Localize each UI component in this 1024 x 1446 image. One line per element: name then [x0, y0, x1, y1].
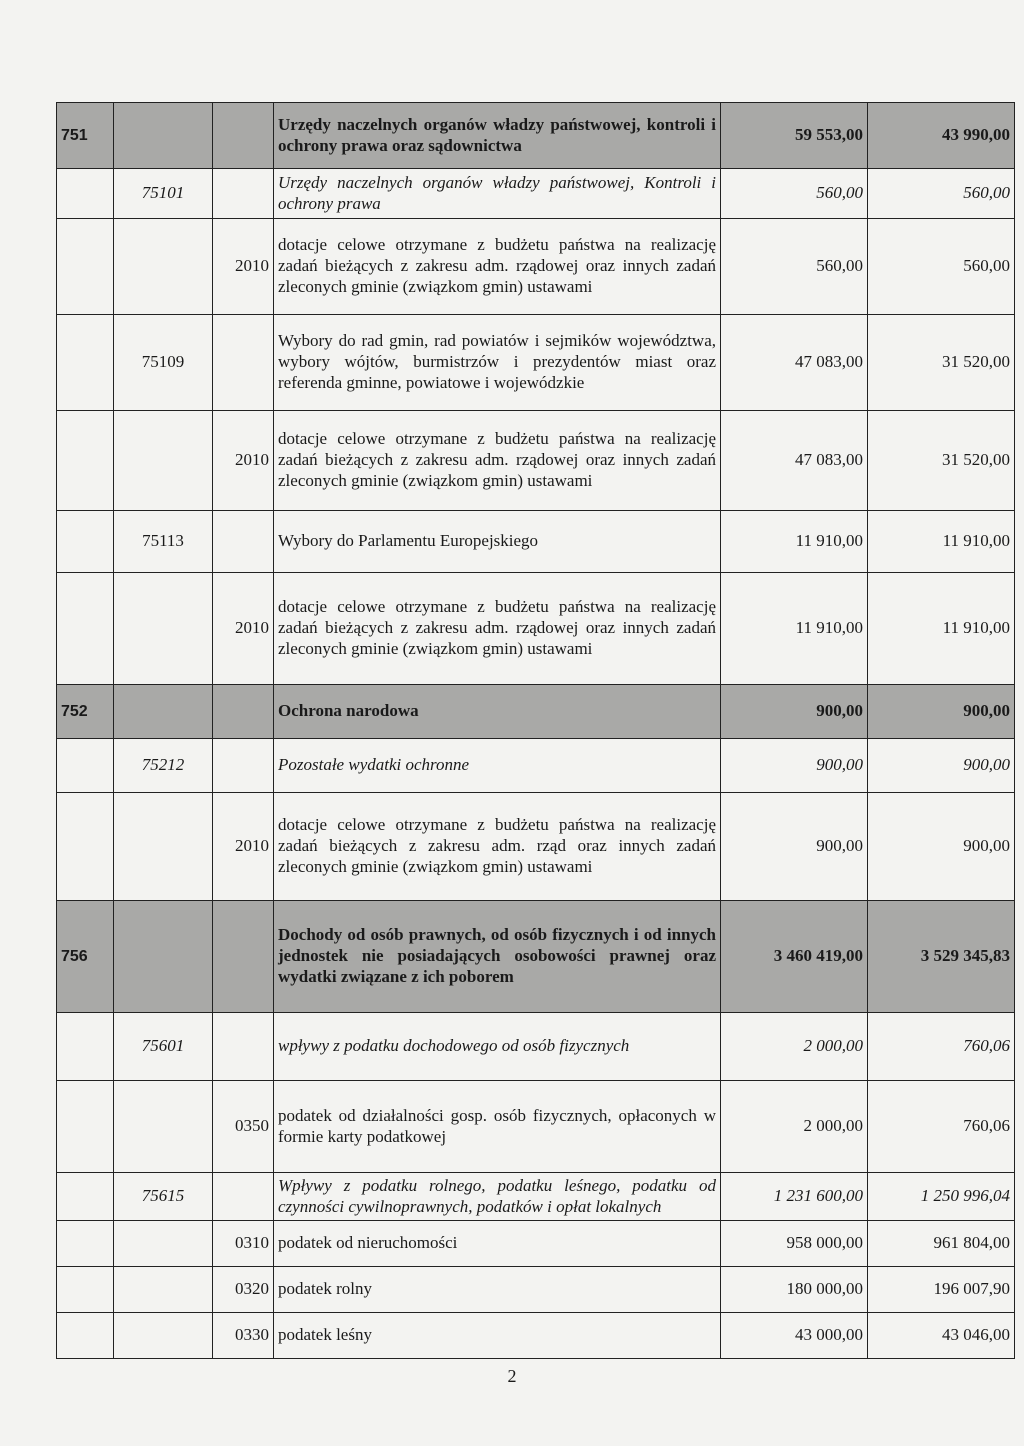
executed-amount-cell: 31 520,00 — [868, 411, 1015, 511]
executed-amount-cell: 760,06 — [868, 1013, 1015, 1081]
rozdzial-cell — [114, 1081, 213, 1173]
dzial-cell: 752 — [57, 685, 114, 739]
rozdzial-cell: 75113 — [114, 511, 213, 573]
paragraf-cell: 2010 — [213, 411, 274, 511]
rozdzial-cell: 75601 — [114, 1013, 213, 1081]
paragraf-cell: 0310 — [213, 1221, 274, 1267]
description-cell: Wybory do rad gmin, rad powiatów i sejmików województwa, wybory wójtów, burmistrzów i prezydentów miast oraz referenda gminne, powiatowe i wojewódzkie — [274, 315, 721, 411]
rozdzial-cell: 75101 — [114, 169, 213, 219]
rozdzial-cell — [114, 1267, 213, 1313]
table-row-paragraf-0350 — [57, 1081, 1015, 1173]
executed-amount-cell: 760,06 — [868, 1081, 1015, 1173]
rozdzial-cell — [114, 103, 213, 169]
dzial-cell — [57, 219, 114, 315]
paragraf-cell — [213, 315, 274, 411]
description-cell: wpływy z podatku dochodowego od osób fizycznych — [274, 1013, 721, 1081]
table-row-rozdzial-75601 — [57, 1013, 1015, 1081]
plan-amount-cell: 900,00 — [721, 685, 868, 739]
rozdzial-cell — [114, 685, 213, 739]
rozdzial-cell: 75615 — [114, 1173, 213, 1221]
description-cell: dotacje celowe otrzymane z budżetu państwa na realizację zadań bieżących z zakresu adm. rządowej oraz innych zadań zleconych gminie (związkom gmin) ustawami — [274, 411, 721, 511]
executed-amount-cell: 560,00 — [868, 219, 1015, 315]
paragraf-cell: 2010 — [213, 219, 274, 315]
dzial-cell — [57, 315, 114, 411]
table-row-dzial-751 — [57, 103, 1015, 169]
description-cell: Dochody od osób prawnych, od osób fizycznych i od innych jednostek nie posiadających osobowości prawnej oraz wydatki związane z ich poborem — [274, 901, 721, 1013]
description-cell: dotacje celowe otrzymane z budżetu państwa na realizację zadań bieżących z zakresu adm. rząd oraz innych zadań zleconych gminie (związkom gmin) ustawami — [274, 793, 721, 901]
paragraf-cell — [213, 901, 274, 1013]
page-number: 2 — [507, 1366, 517, 1386]
description-cell: Wpływy z podatku rolnego, podatku leśnego, podatku od czynności cywilnoprawnych, podatków i opłat lokalnych — [274, 1173, 721, 1221]
paragraf-cell: 0350 — [213, 1081, 274, 1173]
paragraf-cell: 2010 — [213, 793, 274, 901]
description-cell: Urzędy naczelnych organów władzy państwowej, Kontroli i ochrony prawa — [274, 169, 721, 219]
plan-amount-cell: 180 000,00 — [721, 1267, 868, 1313]
description-cell: dotacje celowe otrzymane z budżetu państwa na realizację zadań bieżących z zakresu adm. rządowej oraz innych zadań zleconych gminie (związkom gmin) ustawami — [274, 573, 721, 685]
description-cell: Ochrona narodowa — [274, 685, 721, 739]
dzial-cell — [57, 1313, 114, 1359]
table-row-dzial-752 — [57, 685, 1015, 739]
dzial-cell — [57, 1173, 114, 1221]
description-cell: dotacje celowe otrzymane z budżetu państwa na realizację zadań bieżących z zakresu adm. rządowej oraz innych zadań zleconych gminie (związkom gmin) ustawami — [274, 219, 721, 315]
executed-amount-cell: 900,00 — [868, 685, 1015, 739]
executed-amount-cell: 900,00 — [868, 739, 1015, 793]
plan-amount-cell: 43 000,00 — [721, 1313, 868, 1359]
executed-amount-cell: 3 529 345,83 — [868, 901, 1015, 1013]
executed-amount-cell: 11 910,00 — [868, 511, 1015, 573]
dzial-cell — [57, 411, 114, 511]
plan-amount-cell: 900,00 — [721, 739, 868, 793]
table-row-paragraf-2010 — [57, 411, 1015, 511]
dzial-cell — [57, 739, 114, 793]
table-row-paragraf-2010 — [57, 573, 1015, 685]
description-cell: podatek od działalności gosp. osób fizycznych, opłaconych w formie karty podatkowej — [274, 1081, 721, 1173]
executed-amount-cell: 43 990,00 — [868, 103, 1015, 169]
plan-amount-cell: 59 553,00 — [721, 103, 868, 169]
executed-amount-cell: 961 804,00 — [868, 1221, 1015, 1267]
rozdzial-cell — [114, 793, 213, 901]
executed-amount-cell: 900,00 — [868, 793, 1015, 901]
plan-amount-cell: 560,00 — [721, 219, 868, 315]
plan-amount-cell: 958 000,00 — [721, 1221, 868, 1267]
table-row-paragraf-2010 — [57, 219, 1015, 315]
executed-amount-cell: 196 007,90 — [868, 1267, 1015, 1313]
rozdzial-cell — [114, 573, 213, 685]
dzial-cell — [57, 573, 114, 685]
description-cell: podatek od nieruchomości — [274, 1221, 721, 1267]
plan-amount-cell: 1 231 600,00 — [721, 1173, 868, 1221]
dzial-cell — [57, 793, 114, 901]
executed-amount-cell: 11 910,00 — [868, 573, 1015, 685]
dzial-cell — [57, 511, 114, 573]
plan-amount-cell: 900,00 — [721, 793, 868, 901]
paragraf-cell — [213, 1013, 274, 1081]
rozdzial-cell — [114, 901, 213, 1013]
description-cell: podatek leśny — [274, 1313, 721, 1359]
dzial-cell — [57, 1267, 114, 1313]
dzial-cell: 751 — [57, 103, 114, 169]
rozdzial-cell: 75212 — [114, 739, 213, 793]
dzial-cell — [57, 1221, 114, 1267]
budget-table — [56, 102, 1015, 1359]
plan-amount-cell: 2 000,00 — [721, 1081, 868, 1173]
paragraf-cell — [213, 739, 274, 793]
paragraf-cell — [213, 685, 274, 739]
description-cell: podatek rolny — [274, 1267, 721, 1313]
table-row-rozdzial-75109 — [57, 315, 1015, 411]
plan-amount-cell: 3 460 419,00 — [721, 901, 868, 1013]
rozdzial-cell: 75109 — [114, 315, 213, 411]
table-row-rozdzial-75113 — [57, 511, 1015, 573]
plan-amount-cell: 11 910,00 — [721, 573, 868, 685]
rozdzial-cell — [114, 219, 213, 315]
paragraf-cell — [213, 1173, 274, 1221]
table-row-paragraf-0310 — [57, 1221, 1015, 1267]
description-cell: Urzędy naczelnych organów władzy państwowej, kontroli i ochrony prawa oraz sądownictwa — [274, 103, 721, 169]
table-row-rozdzial-75101 — [57, 169, 1015, 219]
description-cell: Wybory do Parlamentu Europejskiego — [274, 511, 721, 573]
paragraf-cell: 2010 — [213, 573, 274, 685]
plan-amount-cell: 2 000,00 — [721, 1013, 868, 1081]
plan-amount-cell: 11 910,00 — [721, 511, 868, 573]
executed-amount-cell: 560,00 — [868, 169, 1015, 219]
executed-amount-cell: 43 046,00 — [868, 1313, 1015, 1359]
table-row-paragraf-0320 — [57, 1267, 1015, 1313]
dzial-cell: 756 — [57, 901, 114, 1013]
rozdzial-cell — [114, 1313, 213, 1359]
paragraf-cell — [213, 169, 274, 219]
plan-amount-cell: 560,00 — [721, 169, 868, 219]
dzial-cell — [57, 1081, 114, 1173]
plan-amount-cell: 47 083,00 — [721, 411, 868, 511]
plan-amount-cell: 47 083,00 — [721, 315, 868, 411]
paragraf-cell: 0330 — [213, 1313, 274, 1359]
table-row-rozdzial-75212 — [57, 739, 1015, 793]
executed-amount-cell: 1 250 996,04 — [868, 1173, 1015, 1221]
rozdzial-cell — [114, 1221, 213, 1267]
table-row-paragraf-0330 — [57, 1313, 1015, 1359]
rozdzial-cell — [114, 411, 213, 511]
executed-amount-cell: 31 520,00 — [868, 315, 1015, 411]
description-cell: Pozostałe wydatki ochronne — [274, 739, 721, 793]
dzial-cell — [57, 169, 114, 219]
table-row-rozdzial-75615 — [57, 1173, 1015, 1221]
table-row-paragraf-2010 — [57, 793, 1015, 901]
paragraf-cell — [213, 103, 274, 169]
paragraf-cell: 0320 — [213, 1267, 274, 1313]
table-row-dzial-756 — [57, 901, 1015, 1013]
paragraf-cell — [213, 511, 274, 573]
dzial-cell — [57, 1013, 114, 1081]
